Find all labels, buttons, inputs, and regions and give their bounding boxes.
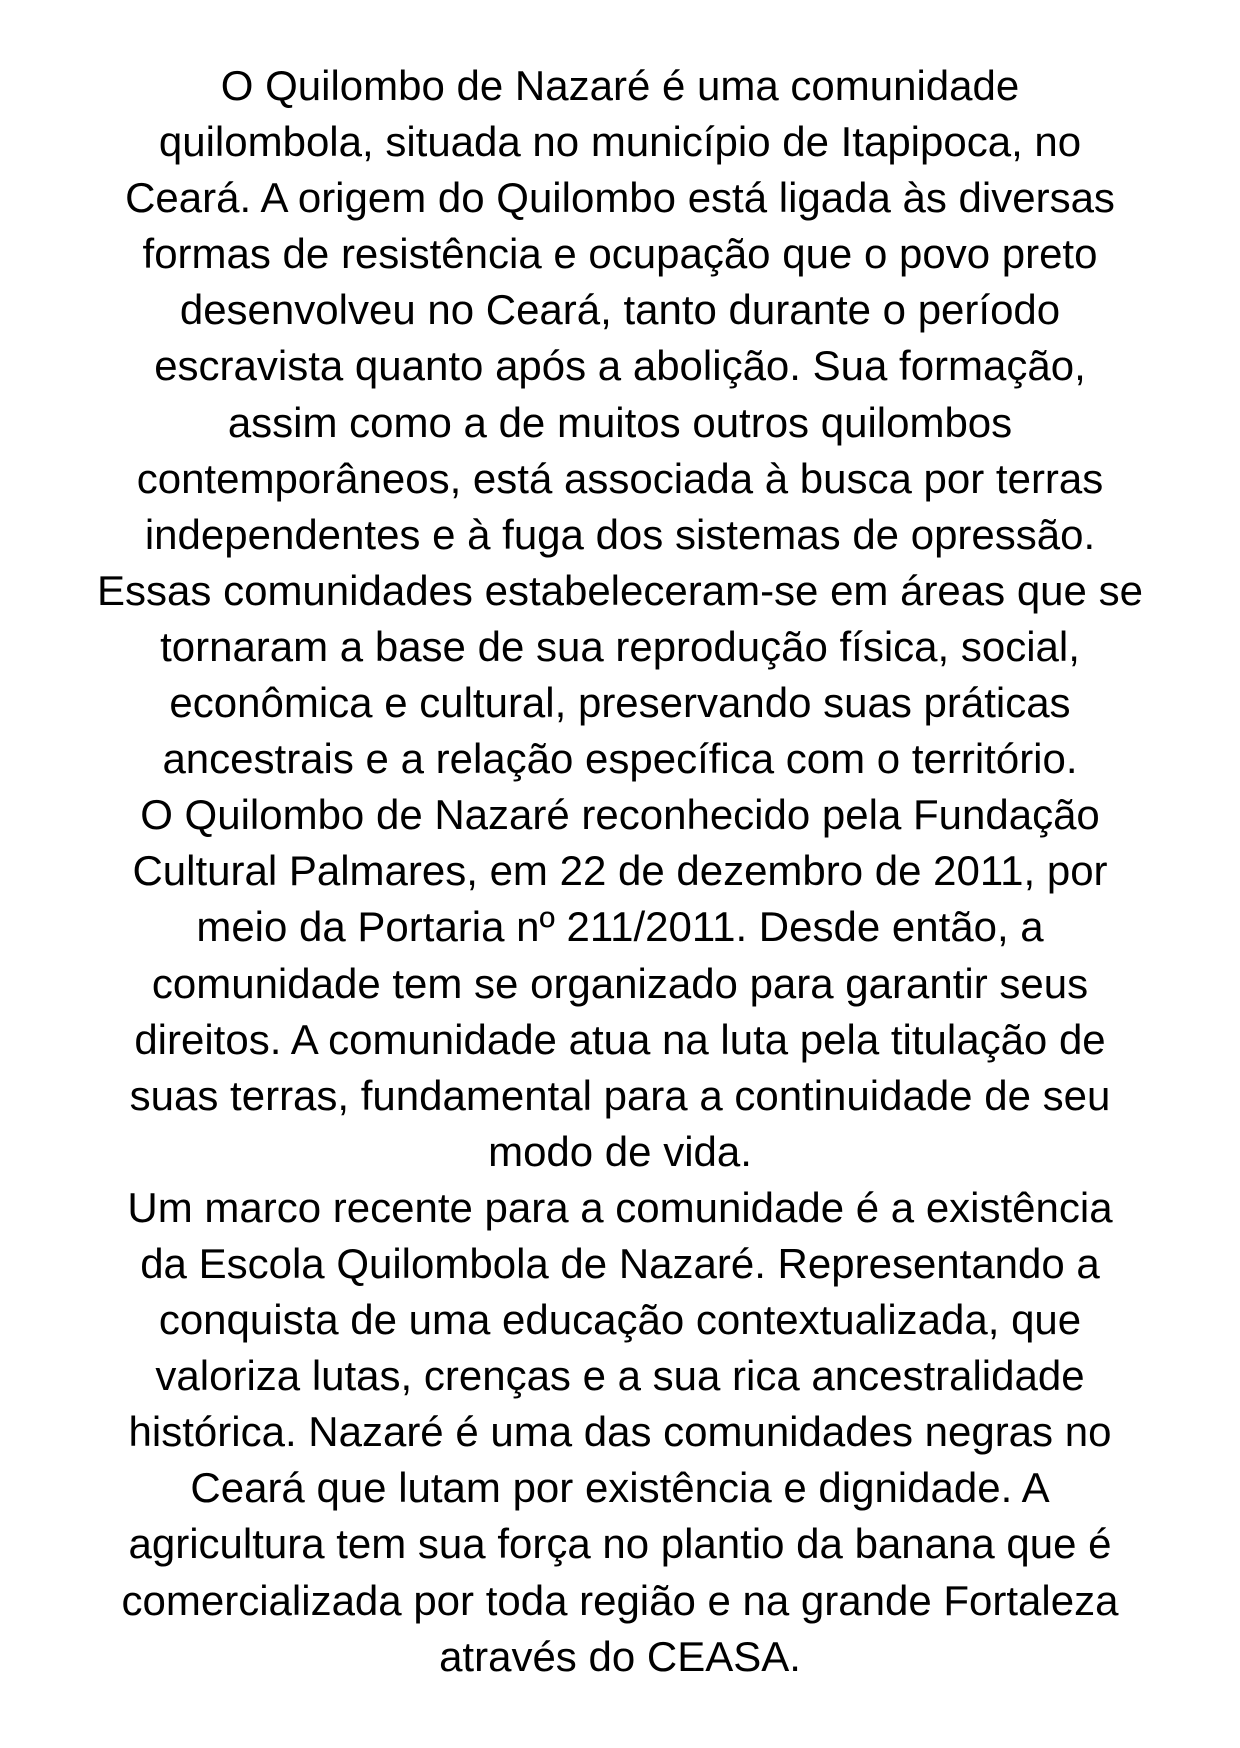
text-line: quilombola, situada no município de Itapipoca, no [158, 118, 1082, 166]
text-line: agricultura tem sua força no plantio da banana que é [128, 1520, 1112, 1568]
text-line: formas de resistência e ocupação que o povo preto [142, 230, 1098, 278]
text-line: meio da Portaria nº 211/2011. Desde então, a [196, 903, 1044, 951]
text-line: escravista quanto após a abolição. Sua formação, [154, 342, 1086, 390]
text-line: histórica. Nazaré é uma das comunidades negras no [128, 1408, 1112, 1456]
text-line: contemporâneos, está associada à busca por terras [136, 454, 1104, 502]
text-line: O Quilombo de Nazaré reconhecido pela Fundação [140, 791, 1100, 839]
paragraph-history [0, 58, 1240, 787]
text-line: da Escola Quilombola de Nazaré. Representando a [140, 1239, 1100, 1287]
text-line: Um marco recente para a comunidade é a existência [127, 1183, 1113, 1231]
text-line: O Quilombo de Nazaré é uma comunidade [220, 62, 1020, 109]
paragraph-recognition [0, 787, 1240, 1180]
text-line: econômica e cultural, preservando suas práticas [169, 679, 1071, 727]
text-line: comercializada por toda região e na grande Fortaleza [121, 1576, 1119, 1624]
text-line: suas terras, fundamental para a continuidade de seu [129, 1071, 1111, 1119]
text-line: independentes e à fuga dos sistemas de opressão. [144, 510, 1096, 558]
text-line: assim como a de muitos outros quilombos [227, 398, 1013, 446]
document-page [0, 58, 1240, 1685]
text-line: ancestrais e a relação específica com o território. [162, 735, 1078, 783]
text-line: comunidade tem se organizado para garantir seus [151, 959, 1089, 1007]
text-line: conquista de uma educação contextualizada, que [158, 1296, 1082, 1344]
text-line: desenvolveu no Ceará, tanto durante o período [179, 286, 1061, 334]
text-line: através do CEASA. [439, 1632, 801, 1680]
text-line: Essas comunidades estabeleceram-se em áreas que se [97, 566, 1143, 614]
text-line: direitos. A comunidade atua na luta pela titulação de [134, 1015, 1106, 1063]
text-line: Cultural Palmares, em 22 de dezembro de 2011, por [132, 847, 1108, 895]
text-line: Ceará que lutam por existência e dignidade. A [190, 1464, 1050, 1512]
paragraph-school-agriculture [0, 1180, 1240, 1685]
text-line: modo de vida. [488, 1127, 752, 1175]
text-line: Ceará. A origem do Quilombo está ligada às diversas [125, 174, 1115, 222]
text-line: tornaram a base de sua reprodução física, social, [160, 622, 1080, 670]
text-line: valoriza lutas, crenças e a sua rica ancestralidade [155, 1352, 1085, 1400]
